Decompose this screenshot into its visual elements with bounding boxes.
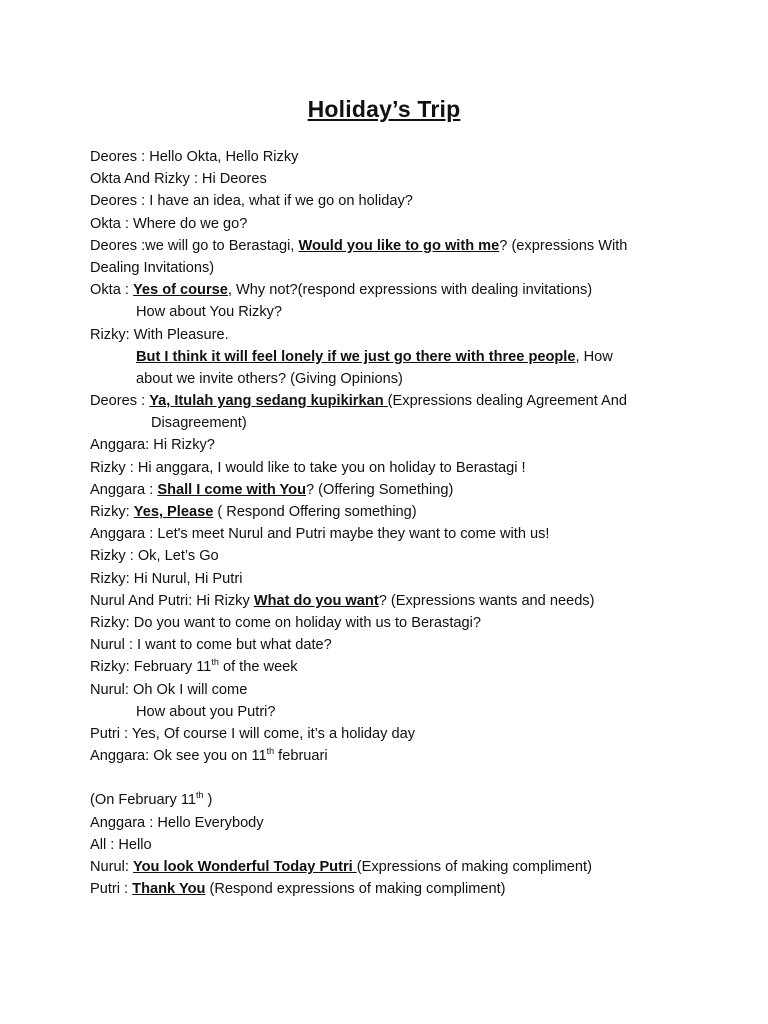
dialogue-line xyxy=(90,235,690,257)
line-text: Okta : xyxy=(90,282,133,299)
dialogue-line xyxy=(90,789,690,811)
line-text: Okta And Rizky : Hi Deores xyxy=(90,171,267,188)
line-text: How about You Rizky? xyxy=(136,304,283,321)
dialogue-line xyxy=(90,434,690,456)
line-text: All : Hello xyxy=(90,836,152,853)
dialogue-line xyxy=(90,523,690,545)
dialogue-line xyxy=(90,812,690,834)
line-text: Rizky: xyxy=(90,504,134,520)
line-text: Nurul And Putri: Hi Rizky xyxy=(90,592,254,609)
line-text: How about you Putri? xyxy=(136,703,276,720)
line-text: ? (Offering Something) xyxy=(306,481,454,498)
highlighted-expression: What do you want xyxy=(253,592,379,609)
dialogue-line xyxy=(90,590,690,612)
line-text: Nurul : I want to come but what date? xyxy=(90,637,332,654)
line-text: ? (Expressions wants and needs) xyxy=(378,592,595,609)
line-text: Anggara : Hello Everybody xyxy=(90,814,264,831)
dialogue-line xyxy=(90,723,690,745)
dialogue-line xyxy=(90,190,690,212)
line-text: ( Respond Offering something) xyxy=(213,504,417,520)
highlighted-expression: You look Wonderful Today Putri xyxy=(132,859,357,875)
ordinal-superscript: th xyxy=(266,746,275,757)
line-text: (Expressions of making compliment) xyxy=(356,859,592,875)
dialogue-line xyxy=(90,301,690,323)
line-text: Rizky : Ok, Let’s Go xyxy=(90,548,219,565)
line-text: Disagreement) xyxy=(151,415,247,432)
line-text: , How xyxy=(575,348,613,365)
dialogue-line xyxy=(90,656,690,678)
line-text: , Why not?(respond expressions with dealing invitations) xyxy=(227,282,593,299)
line-text: Rizky: February 11 xyxy=(90,659,212,676)
dialogue-line xyxy=(90,701,690,723)
dialogue-line xyxy=(90,479,690,501)
dialogue-line xyxy=(90,745,690,767)
line-text: Okta : Where do we go? xyxy=(90,215,248,232)
line-text: Deores :we will go to Berastagi, xyxy=(90,237,299,254)
dialogue-line xyxy=(90,457,690,479)
line-text: Putri : Yes, Of course I will come, it’s a holiday day xyxy=(90,725,415,742)
line-text: Anggara: Hi Rizky? xyxy=(90,437,215,454)
line-text: Rizky: Do you want to come on holiday with us to Berastagi? xyxy=(90,614,481,631)
line-text: about we invite others? (Giving Opinions) xyxy=(136,370,403,387)
line-text: Anggara : Let's meet Nurul and Putri maybe they want to come with us! xyxy=(90,526,550,543)
line-text: Nurul: Oh Ok I will come xyxy=(90,681,248,698)
dialogue-line xyxy=(90,634,690,656)
line-text: ? (expressions With xyxy=(499,237,628,254)
line-text: februari xyxy=(274,748,328,765)
line-text: of the week xyxy=(218,659,298,676)
line-text: Rizky : Hi anggara, I would like to take you on holiday to Berastagi ! xyxy=(90,459,526,476)
line-text: Deores : xyxy=(90,393,150,410)
line-text: Putri : xyxy=(90,881,133,898)
dialogue-line xyxy=(90,545,690,567)
dialogue-line xyxy=(90,324,690,346)
highlighted-expression: Yes of course xyxy=(132,282,228,299)
dialogue-line xyxy=(90,257,690,279)
dialogue-line xyxy=(90,856,690,878)
dialogue-line xyxy=(90,390,690,412)
highlighted-expression: Would you like to go with me xyxy=(298,237,500,254)
line-text: ) xyxy=(203,792,213,809)
dialogue-line xyxy=(90,878,690,900)
line-text: Dealing Invitations) xyxy=(90,259,215,276)
dialogue-line xyxy=(90,501,690,523)
dialogue-line xyxy=(90,146,690,168)
dialogue-line xyxy=(90,412,690,434)
line-text: Deores : I have an idea, what if we go on holiday? xyxy=(90,193,413,210)
line-text: (Expressions dealing Agreement And xyxy=(387,393,627,410)
line-text: (On February 11 xyxy=(90,792,196,809)
dialogue-line xyxy=(90,368,690,390)
line-text: (Respond expressions of making compliment) xyxy=(205,881,506,898)
document-title: Holiday’s Trip xyxy=(307,96,461,122)
line-text: Rizky: Hi Nurul, Hi Putri xyxy=(90,570,243,587)
dialogue-line xyxy=(90,834,690,856)
highlighted-expression: Thank You xyxy=(132,881,206,898)
dialogue-body xyxy=(90,146,690,900)
highlighted-expression: But I think it will feel lonely if we just go there with three people xyxy=(136,348,576,365)
line-text: Rizky: With Pleasure. xyxy=(90,326,229,343)
dialogue-line xyxy=(90,213,690,235)
blank-line xyxy=(90,767,690,789)
highlighted-expression: Yes, Please xyxy=(133,504,214,520)
highlighted-expression: Shall I come with You xyxy=(157,481,307,498)
dialogue-line xyxy=(90,612,690,634)
ordinal-superscript: th xyxy=(195,790,204,801)
dialogue-line xyxy=(90,168,690,190)
dialogue-line xyxy=(90,346,690,368)
line-text: Deores : Hello Okta, Hello Rizky xyxy=(90,149,299,165)
line-text: Anggara: Ok see you on 11 xyxy=(90,748,267,765)
line-text: Anggara : xyxy=(90,481,158,498)
ordinal-superscript: th xyxy=(211,657,219,668)
line-text: Nurul: xyxy=(90,859,133,875)
dialogue-line xyxy=(90,279,690,301)
highlighted-expression: Ya, Itulah yang sedang kupikirkan xyxy=(149,393,388,410)
dialogue-line xyxy=(90,679,690,701)
dialogue-line xyxy=(90,568,690,590)
